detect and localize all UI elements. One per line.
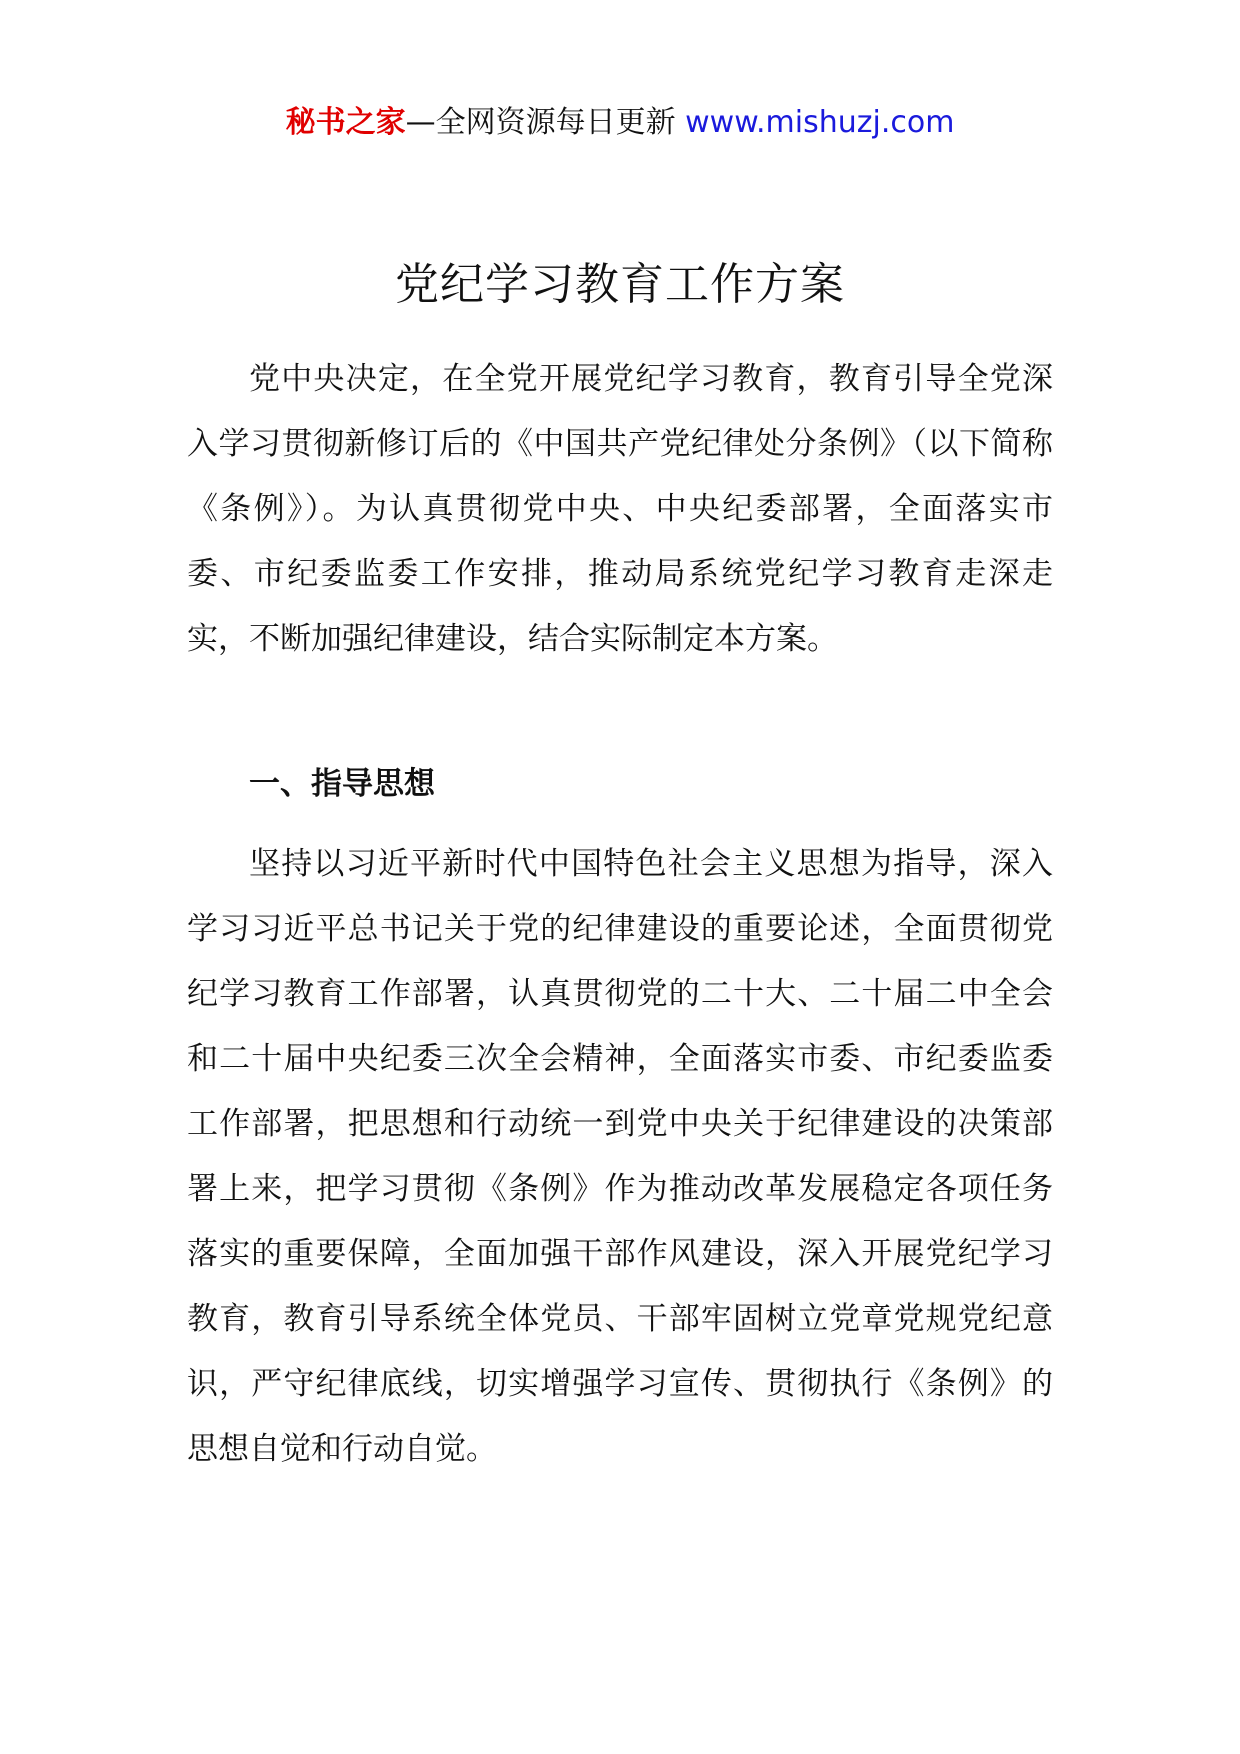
intro-paragraph: 党中央决定，在全党开展党纪学习教育，教育引导全党深入学习贯彻新修订后的《中国共产党纪律处分条例》（以下简称《条例》）。为认真贯彻党中央、中央纪委部署，全面落实市委、市纪委监委工作安排，推动局系统党纪学习教育走深走实，不断加强纪律建设，结合实际制定本方案。 xyxy=(187,361,1053,657)
site-url-link[interactable]: www.mishuzj.com xyxy=(685,105,955,140)
brand-name: 秘书之家 xyxy=(285,105,406,140)
document-title: 党纪学习教育工作方案 xyxy=(395,259,845,310)
header-tagline: —全网资源每日更新 xyxy=(405,105,686,140)
section-heading-guiding-thought: 一、指导思想 xyxy=(249,766,435,802)
guiding-thought-paragraph: 坚持以习近平新时代中国特色社会主义思想为指导，深入学习习近平总书记关于党的纪律建设的重要论述，全面贯彻党纪学习教育工作部署，认真贯彻党的二十大、二十届二中全会和二十届中央纪委三次全会精神，全面落实市委、市纪委监委工作部署，把思想和行动统一到党中央关于纪律建设的决策部署上来，把学习贯彻《条例》作为推动改革发展稳定各项任务落实的重要保障，全面加强干部作风建设，深入开展党纪学习教育，教育引导系统全体党员、干部牢固树立党章党规党纪意识，严守纪律底线，切实增强学习宣传、贯彻执行《条例》的思想自觉和行动自觉。 xyxy=(187,846,1053,1467)
site-header xyxy=(0,100,1240,146)
